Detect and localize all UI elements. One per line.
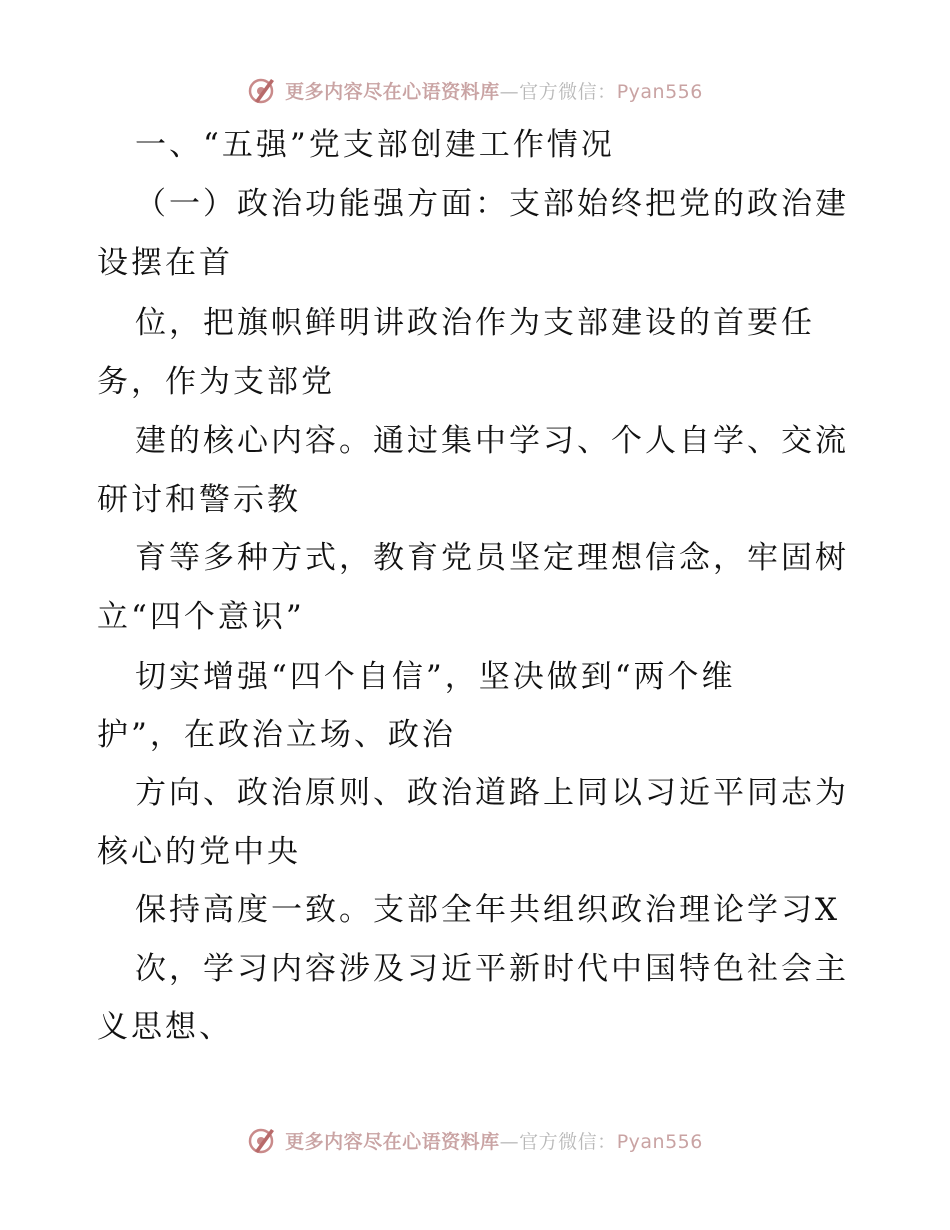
paragraph-line: 方向、政治原则、政治道路上同以习近平同志为 [135,775,849,811]
footer-watermark [0,1120,950,1160]
paragraph-line: 义思想、 [97,1009,233,1045]
paragraph-line: 育等多种方式，教育党员坚定理想信念，牢固树 [135,540,849,576]
watermark-wechat-id: Pyan556 [616,1130,703,1153]
paragraph-line: 次，学习内容涉及习近平新时代中国特色社会主 [135,951,849,987]
pen-logo-icon [247,1125,277,1155]
watermark-dash: — [499,1130,520,1153]
pen-logo-icon [247,75,277,105]
paragraph-line: 核心的党中央 [97,834,301,870]
watermark-wechat-label: 官方微信： [519,1130,617,1153]
watermark-brand: 更多内容尽在心语资料库 [285,1130,500,1153]
paragraph-line: 保持高度一致。支部全年共组织政治理论学习X [135,892,841,928]
watermark-wechat-id: Pyan556 [616,80,703,103]
paragraph-line: 务，作为支部党 [97,364,335,400]
paragraph-line: 设摆在首 [97,245,233,281]
watermark-text [285,1127,703,1154]
watermark-brand: 更多内容尽在心语资料库 [285,80,500,103]
paragraph-line: 研讨和警示教 [97,482,301,518]
watermark-dash: — [499,80,520,103]
watermark-text [285,77,703,104]
paragraph-line: 立“四个意识” [97,599,305,635]
paragraph-line: （一）政治功能强方面：支部始终把党的政治建 [135,186,849,222]
paragraph-line: 护”，在政治立场、政治 [97,717,456,753]
header-watermark [0,70,950,110]
paragraph-line: 切实增强“四个自信”，坚决做到“两个维 [135,659,736,695]
paragraph-line: 位，把旗帜鲜明讲政治作为支部建设的首要任 [135,305,815,341]
paragraph-line: 建的核心内容。通过集中学习、个人自学、交流 [135,423,849,459]
watermark-wechat-label: 官方微信： [519,80,617,103]
section-heading: 一、“五强”党支部创建工作情况 [135,127,615,163]
